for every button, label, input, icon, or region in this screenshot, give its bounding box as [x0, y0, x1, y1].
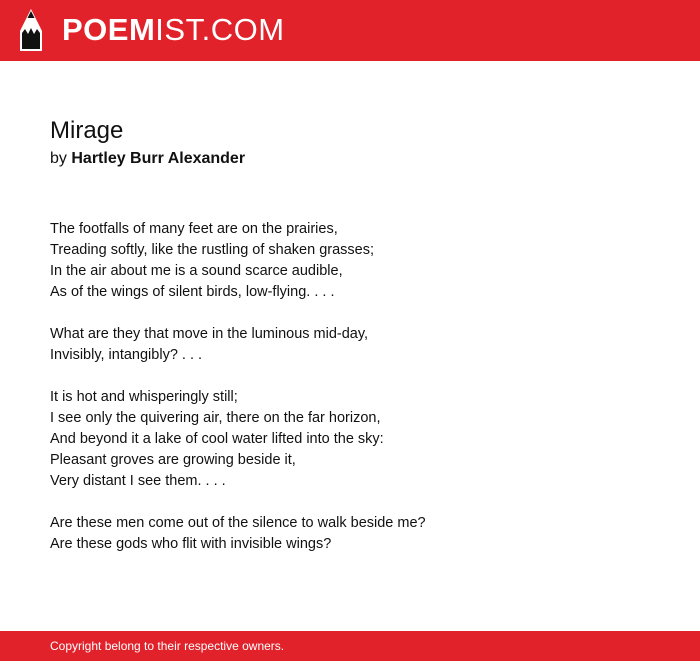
- poem-stanza: [50, 513, 670, 555]
- pencil-tip-icon[interactable]: [18, 9, 44, 51]
- poem-byline: [50, 149, 245, 169]
- poem-line: The footfalls of many feet are on the prairies,: [50, 221, 338, 237]
- poem-line: I see only the quivering air, there on the far horizon,: [50, 410, 381, 426]
- site-footer: [0, 631, 700, 661]
- poem-line: It is hot and whisperingly still;: [50, 389, 238, 405]
- poem-stanza: [50, 387, 670, 492]
- poem-stanza: [50, 219, 670, 303]
- poem-line: As of the wings of silent birds, low-flying. . . .: [50, 284, 335, 300]
- poem-line: Invisibly, intangibly? . . .: [50, 347, 203, 363]
- poem-author: Hartley Burr Alexander: [71, 150, 246, 167]
- logo-light-text: IST.COM: [155, 12, 285, 47]
- poem-line: Pleasant groves are growing beside it,: [50, 452, 296, 468]
- poem-stanza: [50, 324, 670, 366]
- site-header: [0, 0, 700, 61]
- copyright-notice: Copyright belong to their respective owners.: [50, 639, 285, 653]
- poem-line: In the air about me is a sound scarce audible,: [50, 263, 343, 279]
- poem-line: And beyond it a lake of cool water lifted into the sky:: [50, 431, 384, 447]
- poem-line: Are these men come out of the silence to walk beside me?: [50, 515, 426, 531]
- poem-line: What are they that move in the luminous mid-day,: [50, 326, 369, 342]
- by-label: by: [50, 150, 67, 167]
- poem-title: Mirage: [50, 117, 124, 144]
- poem-line: Are these gods who flit with invisible wings?: [50, 536, 332, 552]
- site-logo[interactable]: [62, 12, 285, 48]
- poem-line: Treading softly, like the rustling of shaken grasses;: [50, 242, 374, 258]
- logo-bold-text: POEM: [62, 12, 156, 47]
- poem-line: Very distant I see them. . . .: [50, 473, 226, 489]
- poem-body: [50, 219, 670, 576]
